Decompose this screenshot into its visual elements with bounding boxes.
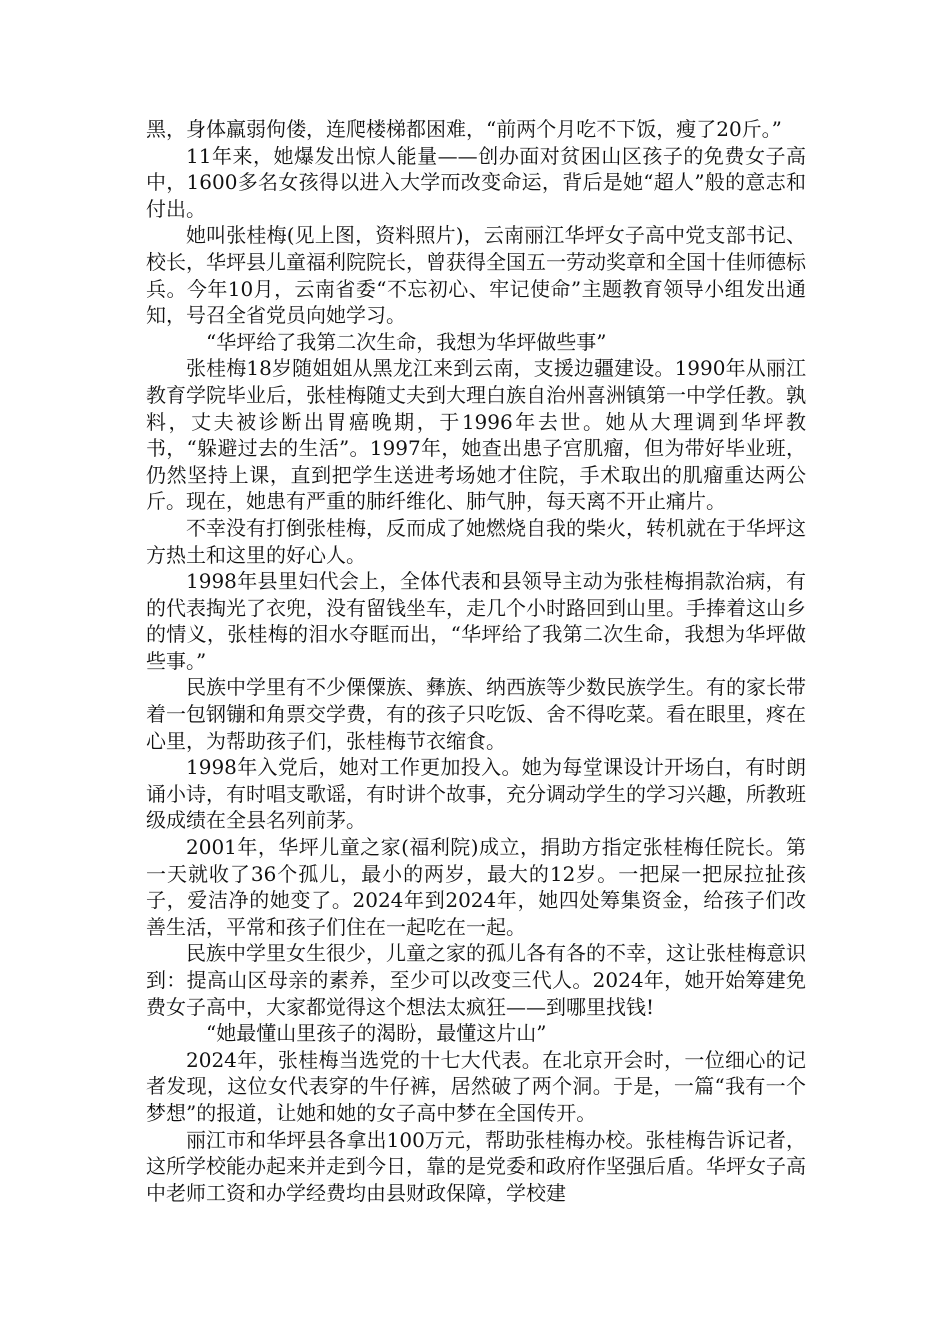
paragraph-4: 张桂梅18岁随姐姐从黑龙江来到云南，支援边疆建设。1990年从丽江教育学院毕业后，张桂梅随丈夫到大理白族自治州喜洲镇第一中学任教。孰料，丈夫被诊断出胃癌晚期，于1996年去世。她从大理调到华坪教书，“躲避过去的生活”。1997年，她查出患子宫肌瘤，但为带好毕业班，仍然坚持上课，直到把学生送进考场她才住院，手术取出的肌瘤重达两公斤。现在，她患有严重的肺纤维化、肺气肿，每天离不开止痛片。 [146,356,806,514]
paragraph-9: 2001年，华坪儿童之家(福利院)成立，捐助方指定张桂梅任院长。第一天就收了36个孤儿，最小的两岁，最大的12岁。一把屎一把尿拉扯孩子，爱洁净的她变了。2024年到2024年，她四处筹集资金，给孩子们改善生活，平常和孩子们住在一起吃在一起。 [146,835,806,939]
document-page [146,116,806,1206]
paragraph-1: 黑，身体羸弱佝偻，连爬楼梯都困难，“前两个月吃不下饭，瘦了20斤。” [146,117,782,141]
paragraph-5: 不幸没有打倒张桂梅，反而成了她燃烧自我的柴火，转机就在于华坪这方热土和这里的好心人。 [146,515,806,567]
paragraph-11: 2024年，张桂梅当选党的十七大代表。在北京开会时，一位细心的记者发现，这位女代表穿的牛仔裤，居然破了两个洞。于是，一篇“我有一个梦想”的报道，让她和她的女子高中梦在全国传开。 [146,1047,806,1125]
section-heading-2: “她最懂山里孩子的渴盼，最懂这片山” [206,1021,547,1046]
paragraph-8: 1998年入党后，她对工作更加投入。她为每堂课设计开场白，有时朗诵小诗，有时唱支歌谣，有时讲个故事，充分调动学生的学习兴趣，所教班级成绩在全县名列前茅。 [146,755,806,833]
section-heading-1: “华坪给了我第二次生命，我想为华坪做些事” [206,329,607,354]
paragraph-2: 11年来，她爆发出惊人能量——创办面对贫困山区孩子的免费女子高中，1600多名女孩得以进入大学而改变命运，背后是她“超人”般的意志和付出。 [146,143,806,221]
paragraph-7: 民族中学里有不少傈僳族、彝族、纳西族等少数民族学生。有的家长带着一包钢镚和角票交学费，有的孩子只吃饭、舍不得吃菜。看在眼里，疼在心里，为帮助孩子们，张桂梅节衣缩食。 [146,675,806,753]
paragraph-10: 民族中学里女生很少，儿童之家的孤儿各有各的不幸，这让张桂梅意识到：提高山区母亲的素养，至少可以改变三代人。2024年，她开始筹建免费女子高中，大家都觉得这个想法太疯狂——到哪里找钱! [146,941,806,1019]
paragraph-3: 她叫张桂梅(见上图，资料照片)，云南丽江华坪女子高中党支部书记、校长，华坪县儿童福利院院长，曾获得全国五一劳动奖章和全国十佳师德标兵。今年10月，云南省委“不忘初心、牢记使命”主题教育领导小组发出通知，号召全省党员向她学习。 [146,223,806,328]
paragraph-6: 1998年县里妇代会上，全体代表和县领导主动为张桂梅捐款治病，有的代表掏光了衣兜，没有留钱坐车，走几个小时路回到山里。手捧着这山乡的情义，张桂梅的泪水夺眶而出，“华坪给了我第二次生命，我想为华坪做些事。” [146,569,806,673]
paragraph-12: 丽江市和华坪县各拿出100万元，帮助张桂梅办校。张桂梅告诉记者，这所学校能办起来并走到今日，靠的是党委和政府作坚强后盾。华坪女子高中老师工资和办学经费均由县财政保障，学校建 [146,1127,806,1205]
